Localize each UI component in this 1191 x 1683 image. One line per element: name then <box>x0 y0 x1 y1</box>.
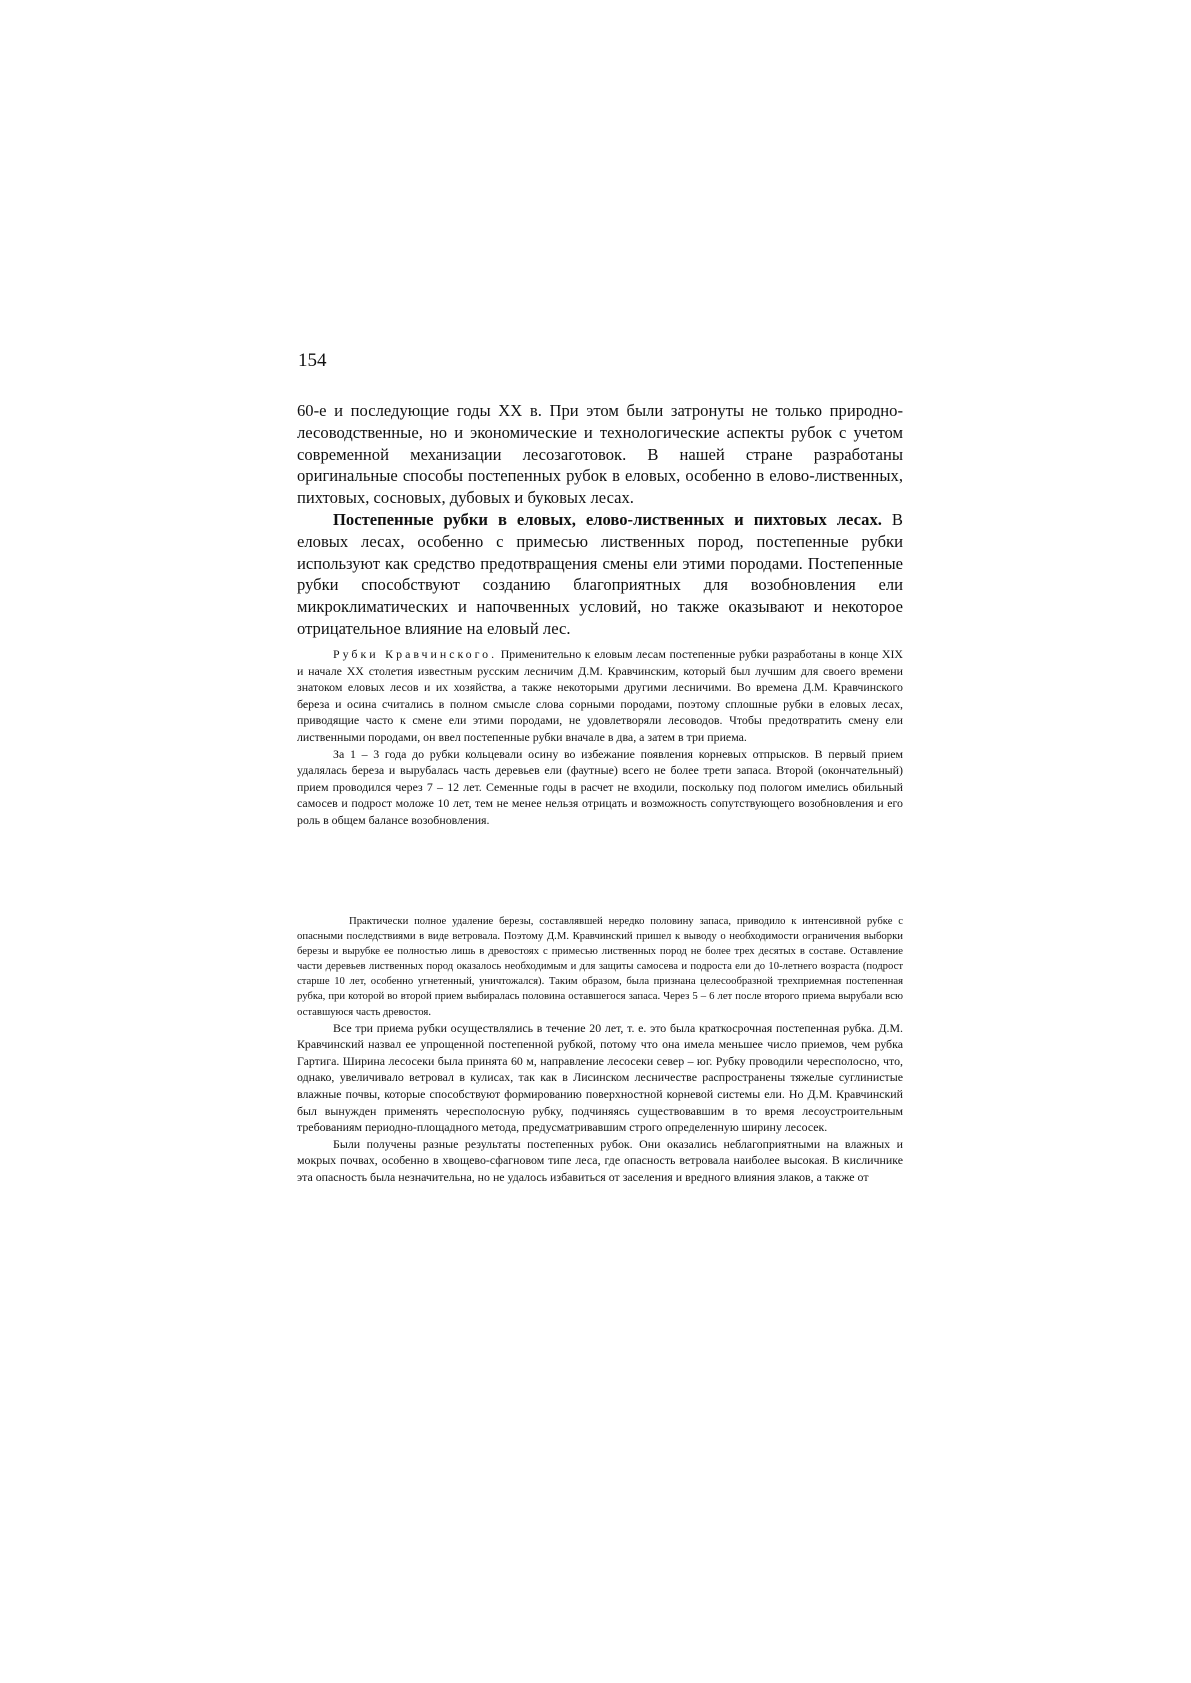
paragraph-continuation: 60-е и последующие годы XX в. При этом были затронуты не только природно-лесоводственные, но и экономические и технологические аспекты рубок с учетом современной механизации лесозаготовок. В нашей стране разработаны оригинальные способы постепенных рубок в еловых, особенно в елово-лиственных, пихтовых, сосновых, дубовых и буковых лесах. <box>297 401 903 508</box>
paragraph-gradual-felling-text: В еловых лесах, особенно с примесью лиственных пород, постепенные рубки используют как средство предотвращения смены ели этими породами. Постепенные рубки способствуют созданию благоприятных для возобновления ели микроклиматических и напочвенных условий, но также оказывают и некоторое отрицательное влияние на еловый лес. <box>297 509 904 638</box>
paragraph-birch-removal: Практически полное удаление березы, составлявшей нередко половину запаса, приводило к интенсивной рубке с опасными последствиями в виде ветровала. Поэтому Д.М. Кравчинский пришел к выводу о необходимости ограничения выборки березы и вырубке ее полностью лишь в древостоях с примесью лиственных пород не более трех десятых в составе. Оставление части деревьев лиственных пород оказалось необходимым и для защиты самосева и подроста ели до 10-летнего возраста (подрост старше 10 лет, особенно угнетенный, уничтожался). Таким образом, была признана целесообразной трехприемная постепенная рубка, при которой во второй прием выбиралась половина оставшегося запаса. Через 5 – 6 лет после второго приема вырубали всю оставшуюся часть древостоя. <box>297 915 903 1018</box>
kravchinsky-section <box>297 646 903 829</box>
intro-section <box>297 400 903 640</box>
subsection-heading-kravchinsky: Рубки Кравчинского. <box>333 647 498 661</box>
paragraph-kravchinsky <box>297 646 903 746</box>
details-section <box>297 914 903 1186</box>
paragraph-results: Были получены разные результаты постепенных рубок. Они оказались неблагоприятными на влажных и мокрых почвах, особенно в хвощево-сфагновом типе леса, где опасность ветровала наиболее высокая. В кисличнике эта опасность была незначительна, но не удалось избавиться от заселения и вредного влияния злаков, а также от <box>297 1136 903 1184</box>
paragraph-gradual-felling <box>297 509 903 640</box>
page-number: 154 <box>298 350 327 371</box>
paragraph-kravchinsky-text: Применительно к еловым лесам постепенные рубки разработаны в конце XIX и начале XX столетия известным русским лесничим Д.М. Кравчинским, который был лучшим для своего времени знатоком еловых лесов и их хозяйства, а также некоторыми другими лесничими. Во времена Д.М. Кравчинского береза и осина считались в полном смысле слова сорными породами, поэтому сплошные рубки в еловых лесах, приводящие часто к смене ели этими породами, не удовлетворяли лесоводов. Чтобы предотвратить смену ели лиственными породами, он ввел постепенные рубки вначале в два, а затем в три приема. <box>297 647 903 744</box>
paragraph-three-stages: Все три приема рубки осуществлялись в течение 20 лет, т. е. это была краткосрочная постепенная рубка. Д.М. Кравчинский назвал ее упрощенной постепенной рубкой, потому что она имела меньшее число приемов, чем рубка Гартига. Ширина лесосеки была принята 60 м, направление лесосеки север – юг. Рубку проводили чересполосно, что, однако, увеличивало ветровал в кулисах, так как в Лисинском лесничестве распространены тяжелые суглинистые влажные почвы, которые способствуют формированию поверхностной корневой системы ели. Но Д.М. Кравчинский был вынужден применять чересполосную рубку, подчиняясь существовавшим в то время лесоустроительным требованиям периодно-площадного метода, предусматривавшим строго определенную ширину лесосек. <box>297 1020 903 1135</box>
section-heading-spruce-fir: Постепенные рубки в еловых, елово-лиственных и пихтовых лесах. <box>333 509 882 529</box>
paragraph-aspen-ringing: За 1 – 3 года до рубки кольцевали осину во избежание появления корневых отпрысков. В первый прием удалялась береза и вырубалась часть деревьев ели (фаутные) всего не более трети запаса. Второй (окончательный) прием проводился через 7 – 12 лет. Семенные годы в расчет не входили, поскольку под пологом имелись обильный самосев и подрост моложе 10 лет, тем не менее нельзя отрицать и возможность сопутствующего возобновления и его роль в общем балансе возобновления. <box>297 746 903 827</box>
